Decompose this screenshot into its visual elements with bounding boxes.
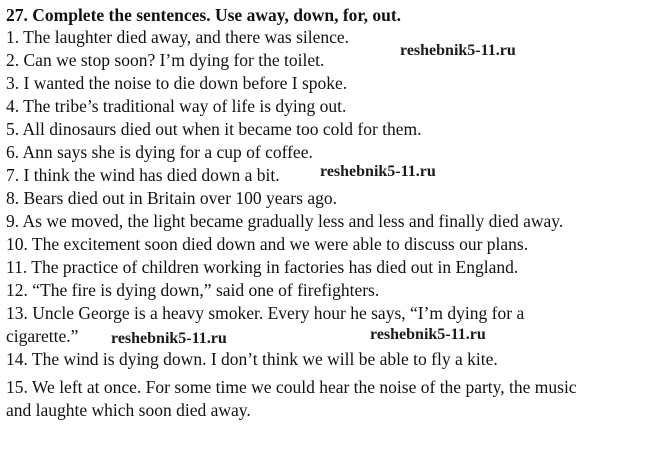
- sentence-line: 11. The practice of children working in factories has died out in England.: [6, 257, 519, 277]
- sentence-line: 2. Can we stop soon? I’m dying for the toilet.: [6, 50, 325, 70]
- sentence-line: 10. The excitement soon died down and we were able to discuss our plans.: [6, 234, 529, 254]
- sentence-line: 6. Ann says she is dying for a cup of coffee.: [6, 142, 313, 162]
- sentence-line: and laughte which soon died away.: [6, 400, 251, 420]
- sentence-line: 9. As we moved, the light became gradually less and less and finally died away.: [6, 211, 564, 231]
- watermark-text: reshebnik5-11.ru: [320, 163, 436, 180]
- sentence-line: cigarette.”: [6, 326, 79, 346]
- sentence-line: 13. Uncle George is a heavy smoker. Every hour he says, “I’m dying for a: [6, 303, 525, 323]
- watermark-text: reshebnik5-11.ru: [111, 330, 227, 347]
- sentence-line: 15. We left at once. For some time we could hear the noise of the party, the music: [6, 377, 577, 397]
- sentence-line: 14. The wind is dying down. I don’t think we will be able to fly a kite.: [6, 349, 498, 369]
- sentence-line: 5. All dinosaurs died out when it became too cold for them.: [6, 119, 422, 139]
- exercise-title: 27. Complete the sentences. Use away, down, for, out.: [6, 5, 402, 25]
- sentence-line: 1. The laughter died away, and there was silence.: [6, 27, 350, 47]
- watermark-text: reshebnik5-11.ru: [400, 42, 516, 59]
- sentence-line: 12. “The fire is dying down,” said one of firefighters.: [6, 280, 380, 300]
- sentence-line: 8. Bears died out in Britain over 100 years ago.: [6, 188, 337, 208]
- watermark-text: reshebnik5-11.ru: [370, 326, 486, 343]
- sentence-line: 4. The tribe’s traditional way of life is dying out.: [6, 96, 347, 116]
- sentence-line: 3. I wanted the noise to die down before I spoke.: [6, 73, 348, 93]
- sentence-line: 7. I think the wind has died down a bit.: [6, 165, 280, 185]
